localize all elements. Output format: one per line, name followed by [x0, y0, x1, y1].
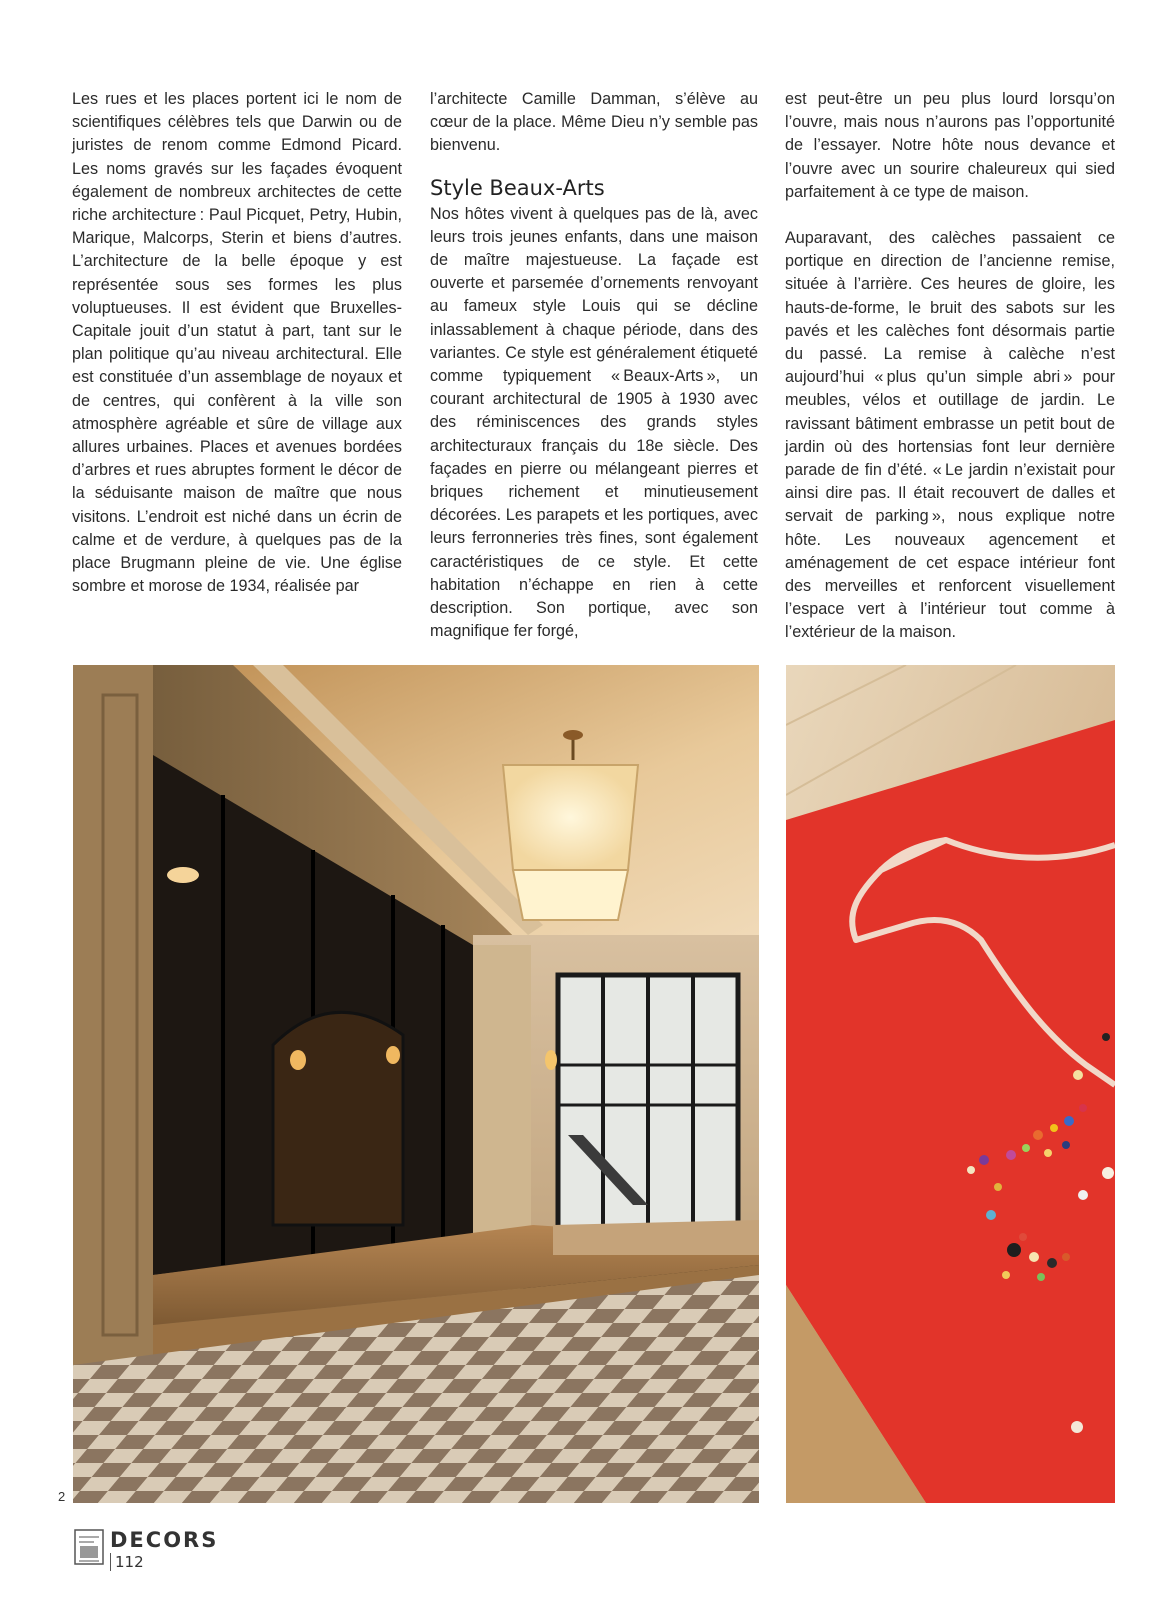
red-carpet-marbles-photo	[786, 665, 1115, 1503]
entrance-hall-photo	[73, 665, 759, 1503]
section-heading: Style Beaux-Arts	[430, 175, 605, 200]
paragraph: l’architecte Camille Damman, s’élève au cœur de la place. Même Dieu n’y semble pas bienvenu.	[430, 90, 758, 155]
paragraph: Auparavant, des calèches passaient ce portique en direction de l’ancienne remise, située à l’arrière. Ces heures de gloire, les hauts-de-forme, le bruit des sabots sur les pavés et les calèches font désormais partie du passé. La remise à calèche n’est aujourd’hui « plus qu’un simple abri » pour meubles, vélos et outillage de jardin. Le ravissant bâtiment embrasse un petit bout de jardin où des hortensias font leur dernière parade de fin d’été. « Le jardin n’existait pour ainsi dire pas. Il était recouvert de dalles et servait de parking », nous explique notre hôte. Les nouveaux agencement et aménagement de cet espace intérieur font des merveilles et renforcent visuellement l’espace vert à l’intérieur tout comme à l’extérieur de la maison.	[785, 229, 1115, 642]
article-column-3	[785, 88, 1115, 645]
article-column-2	[430, 88, 758, 643]
paragraph: est peut-être un peu plus lourd lorsqu’on l’ouvre, mais nous n’aurons pas l’opportunité de l’essayer. Notre hôte nous devance et l’ouvre avec un sourire chaleureux qui sied parfaitement à ce type de maison.	[785, 90, 1115, 201]
page-number: 2	[58, 1489, 66, 1504]
issue-number: 112	[110, 1553, 218, 1571]
paragraph: Nos hôtes vivent à quelques pas de là, avec leurs trois jeunes enfants, dans une maison de maître majestueuse. La façade est ouverte et parsemée d’ornements renvoyant au fameux style Louis qui se décline inlassablement à chaque période, dans des variantes. Ce style est généralement étiqueté comme typiquement « Beaux-Arts », un courant architectural de 1905 à 1930 avec des réminiscences des grands styles architecturaux français du 18e siècle. Des façades en pierre ou mélangeant pierres et briques richement et minutieusement décorées. Les parapets et les portiques, avec leurs ferronneries très fines, sont également caractéristiques de ce style. Et cette habitation n’échappe en rien à cette description. Son portique, avec son magnifique fer forgé,	[430, 204, 758, 641]
paragraph: Les rues et les places portent ici le nom de scientifiques célèbres tels que Darwin ou de juristes de renom comme Edmond Picard. Les noms gravés sur les façades évoquent également de nombreux architectes de cette riche architecture : Paul Picquet, Petry, Hubin, Marique, Malcorps, Sterin et biens d’autres. L’architecture de la belle époque y est représentée sous ses formes les plus voluptueuses. Il est évident que Bruxelles-Capitale jouit d’un statut à part, tant sur le plan politique qu’au niveau architectural. Elle est constituée d’un assemblage de noyaux et de centres, qui confèrent à la ville son atmosphère agréable et sûre de village aux allures urbaines. Places et avenues bordées d’arbres et rues abruptes forment le décor de la séduisante maison de maître que nous visitons. L’endroit est niché dans un écrin de calme et de verdure, à quelques pas de la place Brugmann pleine de vie. Une église sombre et morose de 1934, réalisée par	[72, 90, 402, 596]
article-column-1	[72, 88, 402, 598]
magazine-footer	[74, 1529, 218, 1571]
magazine-logo-icon	[74, 1529, 104, 1565]
magazine-brand: DECORS	[110, 1528, 219, 1552]
